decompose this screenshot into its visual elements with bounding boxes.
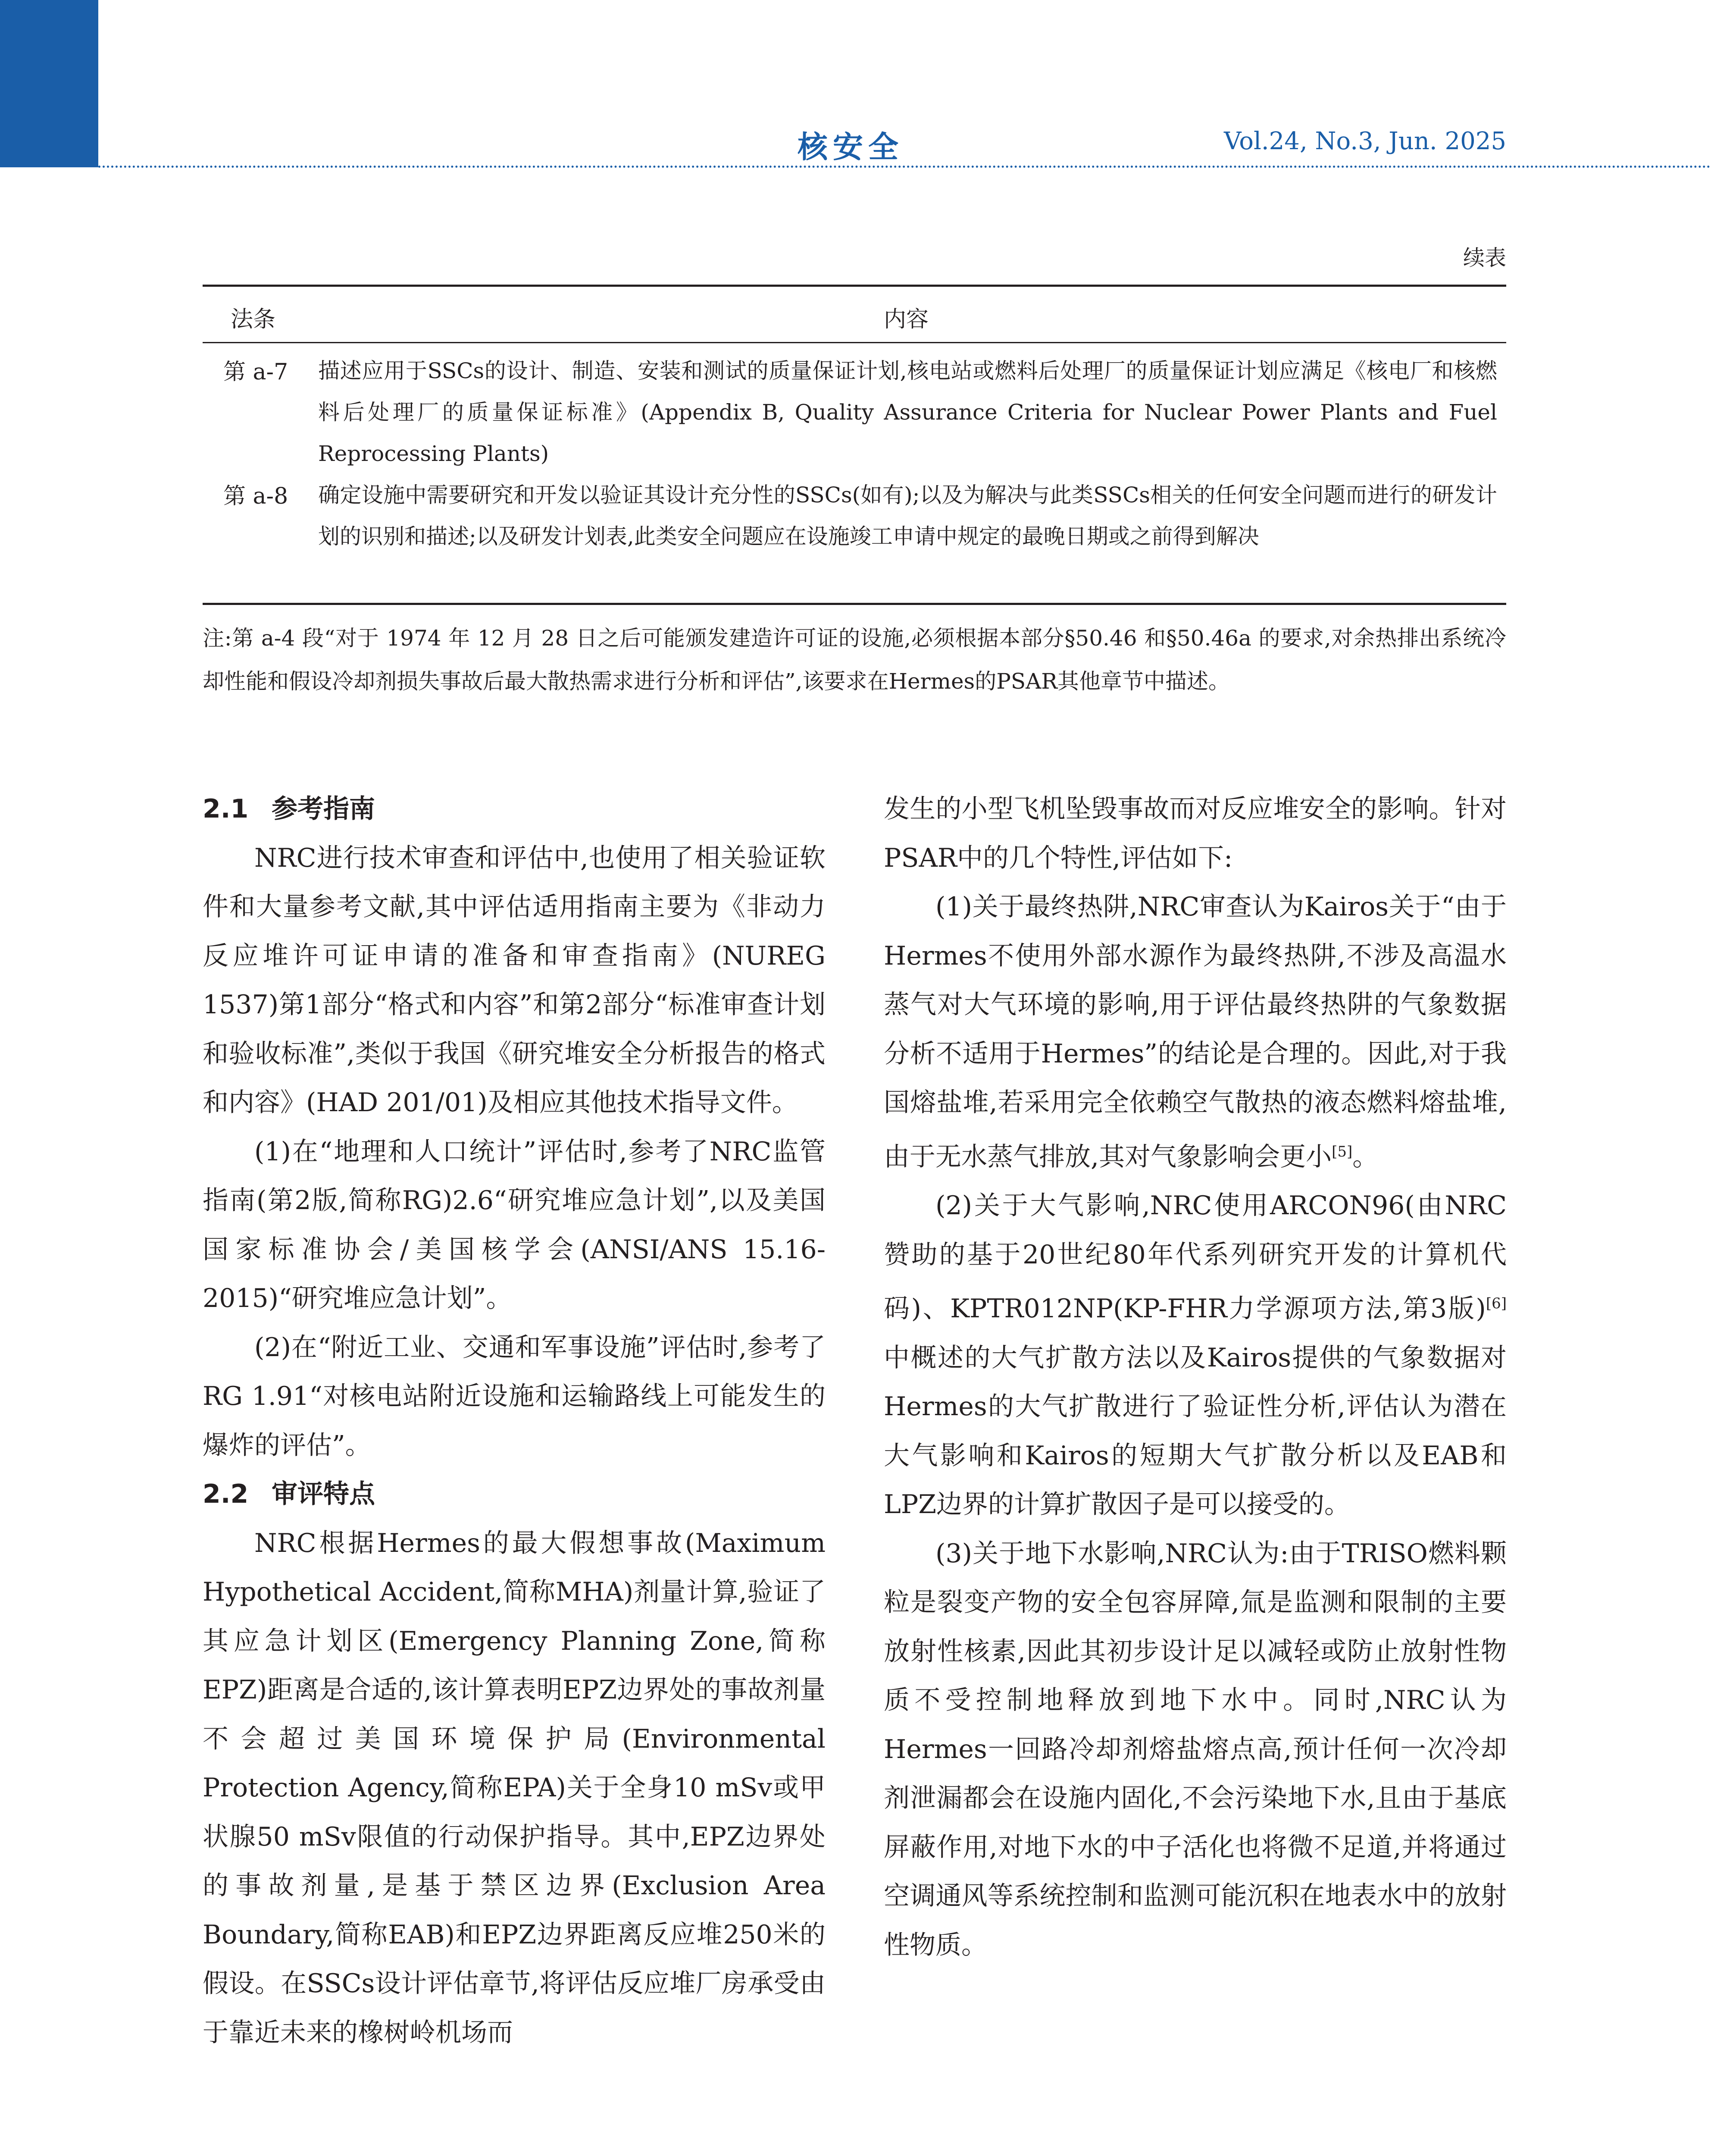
paragraph: (1)在“地理和人口统计”评估时,参考了NRC监管指南(第2版,简称RG)2.6“研究堆应急计划”,以及美国国家标准协会/美国核学会(ANSI/ANS 15.16-2015)“研究堆应急计划”。	[203, 1136, 826, 1313]
section-number: 2.2	[203, 1479, 249, 1509]
paragraph: (2)在“附近工业、交通和军事设施”评估时,参考了RG 1.91“对核电站附近设施和运输路线上可能发生的爆炸的评估”。	[203, 1332, 826, 1460]
paragraph-text: (2)关于大气影响,NRC使用ARCON96(由NRC赞助的基于20世纪80年代系列研究开发的计算机代码)、KPTR012NP(KP-FHR力学源项方法,第3版)	[884, 1191, 1507, 1324]
table-continued-label: 续表	[1463, 245, 1506, 270]
paragraph	[884, 1181, 1507, 1529]
paragraph	[884, 883, 1507, 1181]
paragraph: 发生的小型飞机坠毁事故而对反应堆安全的影响。针对PSAR中的几个特性,评估如下:	[884, 794, 1507, 873]
table-header-content: 内容	[884, 307, 929, 332]
table-top-rule	[203, 285, 1506, 287]
section-number: 2.1	[203, 794, 249, 824]
citation-ref: [6]	[1486, 1295, 1507, 1312]
left-column	[203, 785, 826, 2057]
paragraph-text: (1)关于最终热阱,NRC审查认为Kairos关于“由于Hermes不使用外部水源作为最终热阱,不涉及高温水蒸气对大气环境的影响,用于评估最终热阱的气象数据分析不适用于Hermes”的结论是合理的。因此,对于我国熔盐堆,若采用完全依赖空气散热的液态燃料熔盐堆,由于无水蒸气排放,其对气象影响会更小	[884, 892, 1507, 1172]
table-row-content: 描述应用于SSCs的设计、制造、安装和测试的质量保证计划,核电站或燃料后处理厂的质量保证计划应满足《核电厂和核燃料后处理厂的质量保证标准》(Appendix B, Quality Assurance Criteria for Nuclear Power Plants and Fuel Reprocessing Plants)	[318, 358, 1497, 466]
section-heading-2-2	[203, 1470, 826, 1519]
paragraph: NRC进行技术审查和评估中,也使用了相关验证软件和大量参考文献,其中评估适用指南主要为《非动力反应堆许可证申请的准备和审查指南》(NUREG 1537)第1部分“格式和内容”和第2部分“标准审查计划和验收标准”,类似于我国《研究堆安全分析报告的格式和内容》(HAD 201/01)及相应其他技术指导文件。	[203, 843, 826, 1118]
citation-ref: [5]	[1332, 1143, 1353, 1160]
table-bottom-rule	[203, 603, 1506, 605]
paragraph: NRC根据Hermes的最大假想事故(Maximum Hypothetical Accident,简称MHA)剂量计算,验证了其应急计划区(Emergency Planning Zone,简称EPZ)距离是合适的,该计算表明EPZ边界处的事故剂量不会超过美国环境保护局(Environmental Protection Agency,简称EPA)关于全身10 mSv或甲状腺50 mSv限值的行动保护指导。其中,EPZ边界处的事故剂量,是基于禁区边界(Exclusion Area Boundary,简称EAB)和EPZ边界距离反应堆250米的假设。在SSCs设计评估章节,将评估反应堆厂房承受由于靠近未来的橡树岭机场而	[203, 1528, 826, 2048]
section-title: 审评特点	[272, 1479, 375, 1509]
header-divider	[98, 166, 1711, 168]
volume-info: Vol.24, No.3, Jun. 2025	[1223, 127, 1506, 155]
journal-title: 核安全	[798, 129, 904, 165]
paragraph-text: 。	[1352, 1141, 1379, 1172]
right-column	[884, 785, 1507, 1970]
section-title: 参考指南	[272, 794, 375, 824]
table-note: 注:第 a-4 段“对于 1974 年 12 月 28 日之后可能颁发建造许可证的设施,必须根据本部分§50.46 和§50.46a 的要求,对余热排出系统冷却性能和假设冷却剂损失事故后最大散热需求进行分析和评估”,该要求在Hermes的PSAR其他章节中描述。	[203, 626, 1506, 694]
header-color-block	[0, 0, 98, 167]
table-row-law: 第 a-7	[223, 359, 288, 385]
paragraph: (3)关于地下水影响,NRC认为:由于TRISO燃料颗粒是裂变产物的安全包容屏障,氚是监测和限制的主要放射性核素,因此其初步设计足以减轻或防止放射性物质不受控制地释放到地下水中。同时,NRC认为Hermes一回路冷却剂熔盐熔点高,预计任何一次冷却剂泄漏都会在设施内固化,不会污染地下水,且由于基底屏蔽作用,对地下水的中子活化也将微不足道,并将通过空调通风等系统控制和监测可能沉积在地表水中的放射性物质。	[884, 1538, 1507, 1960]
table-header-rule	[203, 342, 1506, 343]
table-row-content: 确定设施中需要研究和开发以验证其设计充分性的SSCs(如有);以及为解决与此类SSCs相关的任何安全问题而进行的研发计划的识别和描述;以及研发计划表,此类安全问题应在设施竣工申请中规定的最晚日期或之前得到解决	[318, 483, 1497, 549]
table-header-law: 法条	[231, 307, 276, 332]
section-heading-2-1	[203, 785, 826, 834]
paragraph-text: 中概述的大气扩散方法以及Kairos提供的气象数据对Hermes的大气扩散进行了验证性分析,评估认为潜在大气影响和Kairos的短期大气扩散分析以及EAB和LPZ边界的计算扩散因子是可以接受的。	[884, 1342, 1507, 1520]
table-row-law: 第 a-8	[223, 483, 288, 509]
